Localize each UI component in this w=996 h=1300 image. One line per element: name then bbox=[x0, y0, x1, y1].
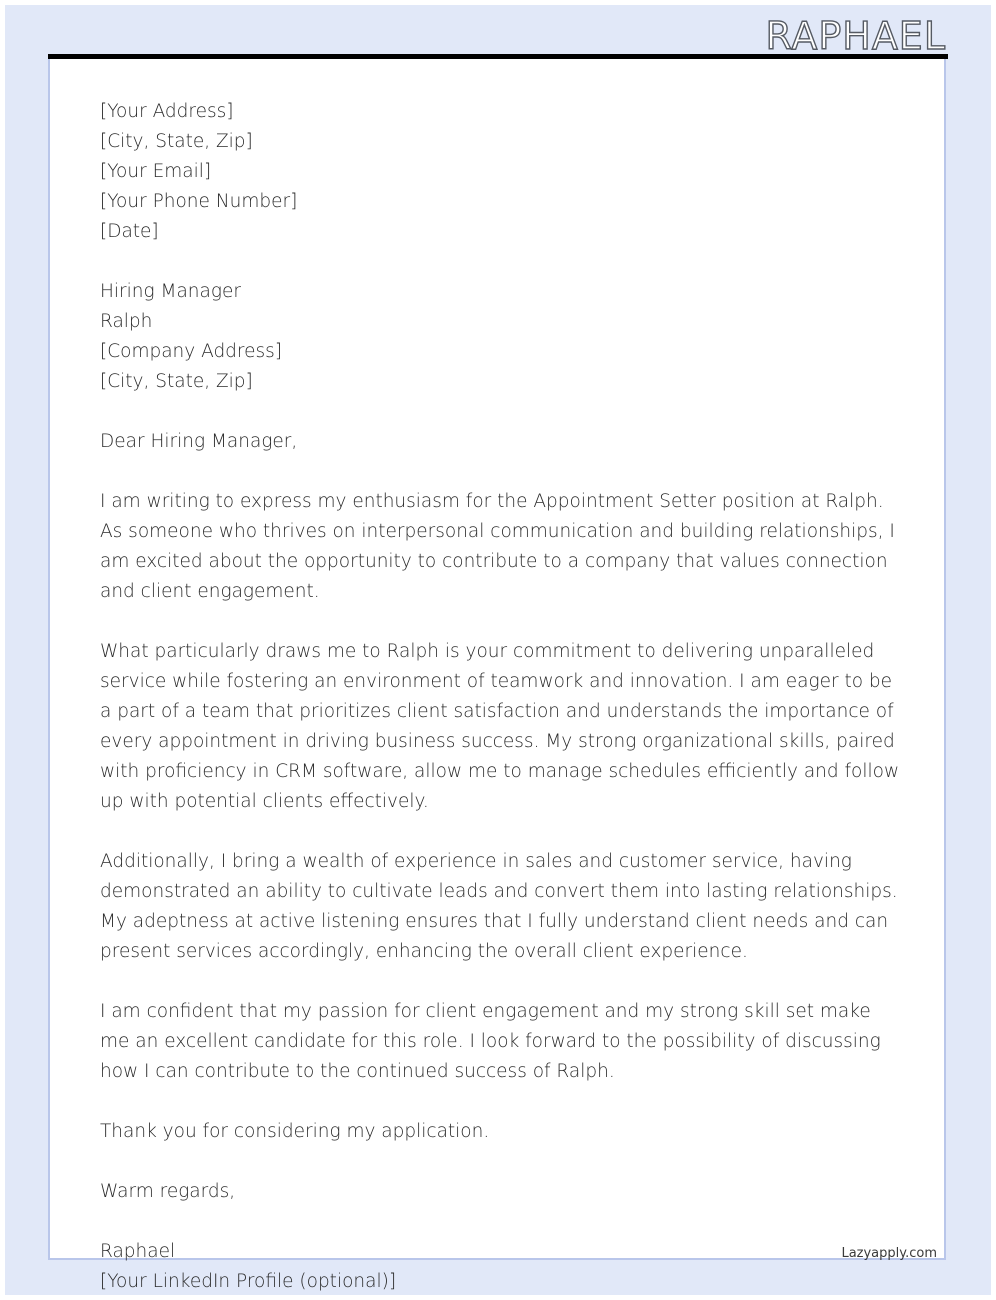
letter-date: [Date] bbox=[100, 221, 159, 242]
recipient-company: Ralph bbox=[100, 311, 153, 332]
sender-block bbox=[100, 97, 900, 247]
signature-name: Raphael bbox=[100, 1241, 176, 1262]
body-paragraph-2: What particularly draws me to Ralph is your commitment to delivering unparalleled service while fostering an environment of teamwork and innovation. I am eager to be a part of a team that prioritizes client satisfaction and understands the importance of every appointment in driving business success. My strong organizational skills, paired with proficiency in CRM software, allow me to manage schedules efficiently and follow up with potential clients effectively. bbox=[100, 641, 900, 812]
brand-name: RAPHAEL bbox=[765, 14, 946, 58]
recipient-city-state-zip: [City, State, Zip] bbox=[100, 371, 253, 392]
thanks-line: Thank you for considering my application. bbox=[100, 1121, 490, 1142]
recipient-title: Hiring Manager bbox=[100, 281, 241, 302]
salutation: Dear Hiring Manager, bbox=[100, 431, 298, 452]
body-paragraph-1: I am writing to express my enthusiasm for the Appointment Setter position at Ralph. As someone who thrives on interpersonal communication and building relationships, I am excited about the opportunity to contribute to a company that values connection and client engagement. bbox=[100, 491, 895, 602]
sender-email: [Your Email] bbox=[100, 161, 212, 182]
sender-address: [Your Address] bbox=[100, 101, 234, 122]
sender-phone: [Your Phone Number] bbox=[100, 191, 298, 212]
recipient-block bbox=[100, 277, 900, 397]
cover-letter-body bbox=[100, 97, 900, 1297]
recipient-address: [Company Address] bbox=[100, 341, 283, 362]
body-paragraph-4: I am confident that my passion for client engagement and my strong skill set make me an excellent candidate for this role. I look forward to the possibility of discussing how I can contribute to the continued success of Ralph. bbox=[100, 1001, 881, 1082]
closing-line: Warm regards, bbox=[100, 1181, 236, 1202]
body-paragraph-3: Additionally, I bring a wealth of experience in sales and customer service, having demonstrated an ability to cultivate leads and convert them into lasting relationships. My adeptness at active listening ensures that I fully understand client needs and can present services accordingly, enhancing the overall client experience. bbox=[100, 851, 898, 962]
signature-linkedin: [Your LinkedIn Profile (optional)] bbox=[100, 1271, 397, 1292]
sender-city-state-zip: [City, State, Zip] bbox=[100, 131, 253, 152]
footer-credit: Lazyapply.com bbox=[841, 1246, 937, 1261]
